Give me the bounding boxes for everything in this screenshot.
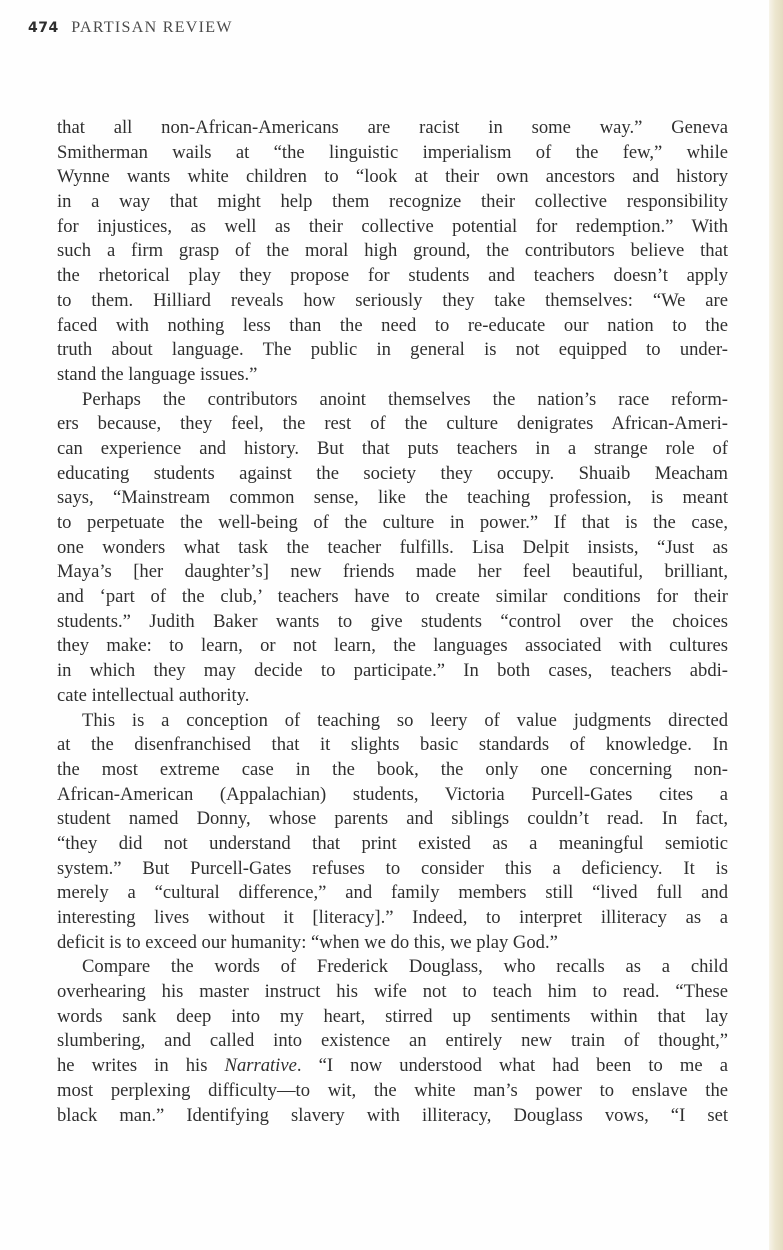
- paragraph-start-line: Compare the words of Frederick Douglass, who recalls as a child: [82, 956, 728, 978]
- text-line: “they did not understand that print existed as a meaningful semiotic: [57, 832, 728, 854]
- paragraph-end-line: cate intellectual authority.: [57, 684, 250, 706]
- text-line: ers because, they feel, the rest of the culture denigrates African-Ameri-: [57, 413, 728, 435]
- text-line: students.” Judith Baker wants to give students “control over the choices: [57, 610, 728, 632]
- text-line: slumbering, and called into existence an entirely new train of thought,”: [57, 1030, 728, 1052]
- text-line: black man.” Identifying slavery with illiteracy, Douglass vows, “I set: [57, 1104, 728, 1126]
- text-line: one wonders what task the teacher fulfills. Lisa Delpit insists, “Just as: [57, 536, 728, 558]
- text-line: merely a “cultural difference,” and family members still “lived full and: [57, 882, 728, 904]
- text-line-with-italic: [57, 1054, 728, 1079]
- text-line: for injustices, as well as their collective potential for redemption.” With: [57, 215, 728, 237]
- text-line: Maya’s [her daughter’s] new friends made her feel beautiful, brilliant,: [57, 561, 728, 583]
- text-line: the rhetorical play they propose for students and teachers doesn’t apply: [57, 265, 728, 287]
- text-line: most perplexing difficulty—to wit, the white man’s power to enslave the: [57, 1079, 728, 1101]
- text-line: educating students against the society they occupy. Shuaib Meacham: [57, 462, 728, 484]
- article-body: [57, 116, 728, 1128]
- text-line: that all non-African-Americans are racist in some way.” Geneva: [57, 117, 728, 138]
- paragraph-start-line: Perhaps the contributors anoint themselves the nation’s race reform-: [82, 388, 728, 410]
- text-line: at the disenfranchised that it slights basic standards of knowledge. In: [57, 734, 728, 756]
- text-line: African-American (Appalachian) students, Victoria Purcell-Gates cites a: [57, 783, 728, 805]
- paragraph-end-line: stand the language issues.”: [57, 363, 258, 385]
- text-line: truth about language. The public in general is not equipped to under-: [57, 339, 728, 361]
- text-line: system.” But Purcell-Gates refuses to consider this a deficiency. It is: [57, 857, 728, 879]
- paragraph-end-line: deficit is to exceed our humanity: “when we do this, we play God.”: [57, 931, 558, 953]
- text-line: Wynne wants white children to “look at their own ancestors and history: [57, 166, 728, 188]
- text-line: says, “Mainstream common sense, like the teaching profession, is meant: [57, 487, 728, 509]
- text-line: the most extreme case in the book, the only one concerning non-: [57, 758, 728, 780]
- text-line: faced with nothing less than the need to re-educate our nation to the: [57, 314, 728, 336]
- text-line: they make: to learn, or not learn, the languages associated with cultures: [57, 635, 728, 657]
- page-edge-shadow: [769, 0, 783, 1250]
- paragraph-start-line: This is a conception of teaching so leery of value judgments directed: [82, 709, 728, 731]
- journal-title: PARTISAN REVIEW: [71, 19, 233, 36]
- running-header: [28, 19, 233, 37]
- text-line: to them. Hilliard reveals how seriously they take themselves: “We are: [57, 289, 728, 311]
- text-line: can experience and history. But that puts teachers in a strange role of: [57, 437, 728, 459]
- text-line: to perpetuate the well-being of the culture in power.” If that is the case,: [57, 512, 728, 533]
- text-line: such a firm grasp of the moral high ground, the contributors believe that: [57, 240, 728, 262]
- text-segment: . “I now understood what had been to me a: [296, 1055, 728, 1077]
- text-line: words sank deep into my heart, stirred up sentiments within that lay: [57, 1005, 728, 1027]
- text-line: interesting lives without it [literacy].” Indeed, to interpret illiteracy as a: [57, 907, 728, 928]
- text-line: student named Donny, whose parents and siblings couldn’t read. In fact,: [57, 808, 728, 830]
- text-line: in a way that might help them recognize their collective responsibility: [57, 191, 728, 213]
- text-segment: he writes in his: [57, 1055, 225, 1077]
- text-line: overhearing his master instruct his wife not to teach him to read. “These: [57, 981, 728, 1003]
- page-number: 474: [28, 20, 59, 36]
- text-line: in which they may decide to participate.” In both cases, teachers abdi-: [57, 660, 728, 682]
- text-line: Smitherman wails at “the linguistic imperialism of the few,” while: [57, 141, 728, 163]
- text-line: and ‘part of the club,’ teachers have to create similar conditions for their: [57, 586, 728, 608]
- book-title-italic: Narrative: [224, 1055, 297, 1077]
